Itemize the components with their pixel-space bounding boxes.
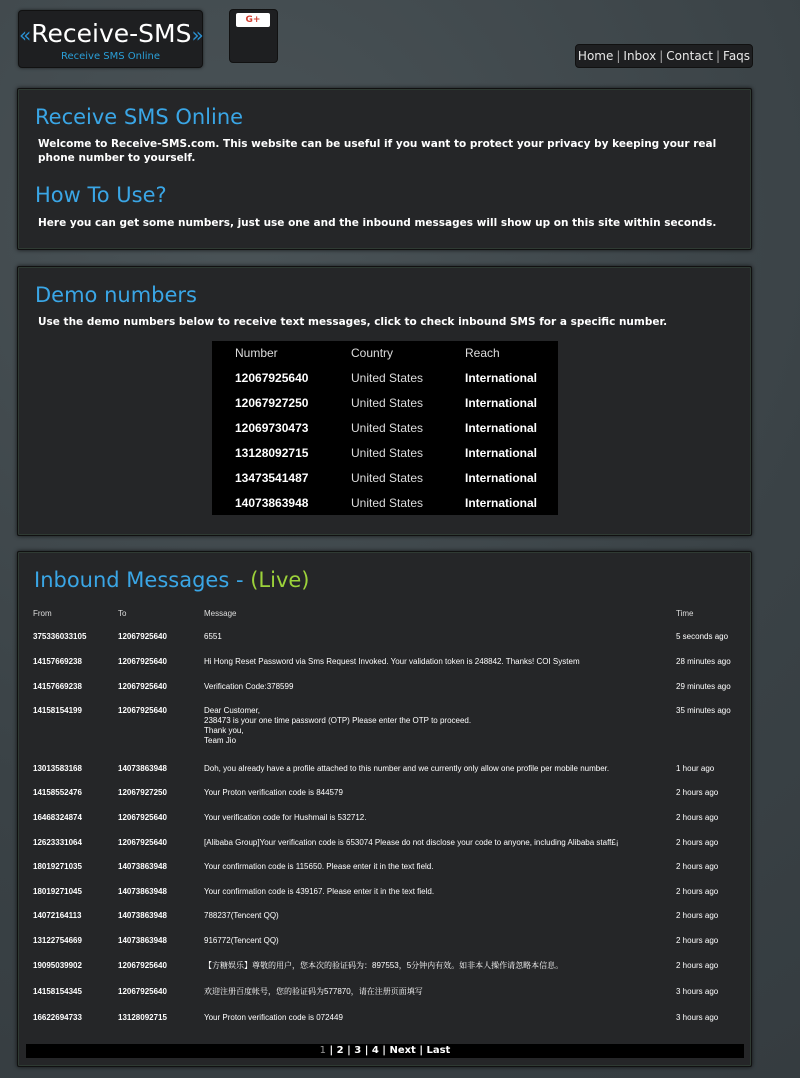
message-text: Your Proton verification code is 072449 [204, 1013, 343, 1022]
message-text: Dear Customer, 238473 is your one time password (OTP) Please enter the OTP to proceed. Thank you, Team Jio [204, 706, 472, 745]
page-last[interactable]: Last [426, 1045, 451, 1056]
demo-number-link[interactable]: 13473541487 [235, 471, 309, 485]
message-time: 3 hours ago [676, 987, 719, 996]
demo-title: Demo numbers [35, 283, 197, 307]
demo-numbers-table [212, 341, 558, 515]
message-text: Your verification code for Hushmail is 532712. [204, 813, 367, 822]
demo-number-link[interactable]: 12067927250 [235, 396, 309, 410]
message-from[interactable]: 16468324874 [33, 813, 82, 822]
message-to[interactable]: 12067925640 [118, 657, 167, 666]
demo-reach: International [465, 421, 538, 435]
message-from[interactable]: 14158154199 [33, 706, 82, 715]
intro-text: Welcome to Receive-SMS.com. This website can be useful if you want to protect your privacy by keeping your real phone number to yourself. [38, 138, 717, 164]
message-to[interactable]: 14073863948 [118, 764, 167, 773]
message-time: 2 hours ago [676, 911, 719, 920]
live-badge: (Live) [250, 568, 310, 592]
message-from[interactable]: 14158552476 [33, 788, 82, 797]
message-text: 916772(Tencent QQ) [204, 936, 279, 945]
pagination: 1 | 2 | 3 | 4 | Next | Last [26, 1044, 744, 1058]
message-text: 6551 [204, 632, 222, 641]
demo-row[interactable] [212, 366, 558, 391]
message-to[interactable]: 14073863948 [118, 936, 167, 945]
demo-panel [17, 266, 752, 536]
demo-country: United States [351, 496, 424, 510]
message-time: 2 hours ago [676, 936, 719, 945]
demo-reach: International [465, 446, 538, 460]
message-text: [Alibaba Group]Your verification code is 653074 Please do not disclose your code to anyone, including Alibaba staff£¡ [204, 838, 619, 847]
nav-contact[interactable]: Contact [666, 49, 713, 63]
message-text: Hi Hong Reset Password via Sms Request Invoked. Your validation token is 248842. Thanks! COI System [204, 657, 580, 666]
col-from: From [33, 609, 52, 618]
col-time: Time [676, 609, 694, 618]
demo-reach: International [465, 396, 538, 410]
message-time: 2 hours ago [676, 788, 719, 797]
intro-panel [17, 88, 752, 250]
demo-row[interactable] [212, 491, 558, 516]
gplus-icon[interactable]: G+ [236, 13, 270, 27]
message-from[interactable]: 13013583168 [33, 764, 82, 773]
message-text: Your Proton verification code is 844579 [204, 788, 343, 797]
gplus-widget[interactable] [229, 9, 278, 63]
message-to[interactable]: 12067925640 [118, 813, 167, 822]
message-from[interactable]: 14072164113 [33, 911, 82, 920]
logo-left-chevron: « [19, 23, 32, 47]
message-text: Doh, you already have a profile attached to this number and we currently only allow one profile per mobile number. [204, 764, 610, 773]
demo-reach: International [465, 471, 538, 485]
message-to[interactable]: 14073863948 [118, 887, 167, 896]
message-to[interactable]: 12067925640 [118, 838, 167, 847]
message-text: 788237(Tencent QQ) [204, 911, 279, 920]
demo-row[interactable] [212, 441, 558, 466]
message-time: 2 hours ago [676, 862, 719, 871]
message-time: 3 hours ago [676, 1013, 719, 1022]
demo-country: United States [351, 371, 424, 385]
demo-number-link[interactable]: 12067925640 [235, 371, 309, 385]
message-time: 35 minutes ago [676, 706, 731, 715]
message-from[interactable]: 14158154345 [33, 987, 82, 996]
message-time: 2 hours ago [676, 838, 719, 847]
message-to[interactable]: 14073863948 [118, 911, 167, 920]
message-time: 2 hours ago [676, 813, 719, 822]
message-from[interactable]: 19095039902 [33, 961, 82, 970]
top-nav: Home | Inbox | Contact | Faqs [575, 44, 753, 68]
inbox-title-text: Inbound Messages - [34, 568, 251, 592]
message-time: 2 hours ago [676, 887, 719, 896]
demo-reach: International [465, 371, 538, 385]
demo-country: United States [351, 446, 424, 460]
message-time: 29 minutes ago [676, 682, 731, 691]
message-text: 【方糖娱乐】尊敬的用户，您本次的验证码为：897553，5分钟内有效。如非本人操作请忽略本信息。 [204, 961, 564, 970]
demo-number-link[interactable]: 12069730473 [235, 421, 309, 435]
message-time: 1 hour ago [676, 764, 715, 773]
page-link[interactable]: 3 [354, 1045, 362, 1056]
nav-inbox[interactable]: Inbox [623, 49, 657, 63]
message-from[interactable]: 12623331064 [33, 838, 82, 847]
message-to[interactable]: 12067925640 [118, 632, 167, 641]
intro-title: Receive SMS Online [35, 105, 244, 129]
col-to: To [118, 609, 127, 618]
logo-text: Receive-SMS [31, 19, 192, 48]
message-from[interactable]: 14157669238 [33, 682, 82, 691]
demo-reach: International [465, 496, 538, 510]
message-to[interactable]: 14073863948 [118, 862, 167, 871]
message-to[interactable]: 12067927250 [118, 788, 167, 797]
demo-row[interactable] [212, 466, 558, 491]
message-to[interactable]: 12067925640 [118, 682, 167, 691]
message-from[interactable]: 18019271035 [33, 862, 82, 871]
page-current: 1 [319, 1045, 327, 1056]
message-from[interactable]: 13122754669 [33, 936, 82, 945]
demo-row[interactable] [212, 416, 558, 441]
message-from[interactable]: 18019271045 [33, 887, 82, 896]
message-from[interactable]: 14157669238 [33, 657, 82, 666]
howto-text: Here you can get some numbers, just use one and the inbound messages will show up on this site within seconds. [38, 217, 717, 229]
site-logo[interactable] [18, 10, 203, 68]
page-link[interactable]: 2 [336, 1045, 344, 1056]
demo-country: United States [351, 471, 424, 485]
message-text: 欢迎注册百度帐号，您的验证码为577870，请在注册页面填写 [204, 987, 423, 996]
col-reach: Reach [465, 346, 500, 360]
demo-number-link[interactable]: 14073863948 [235, 496, 309, 510]
col-number: Number [235, 346, 278, 360]
demo-table-header [212, 341, 558, 366]
message-to[interactable]: 12067925640 [118, 987, 167, 996]
page-link[interactable]: 4 [371, 1045, 379, 1056]
nav-faqs[interactable]: Faqs [723, 49, 751, 63]
message-to[interactable]: 13128092715 [118, 1013, 167, 1022]
message-text: Your confirmation code is 439167. Please enter it in the text field. [204, 887, 435, 896]
inbox-title [34, 568, 310, 592]
demo-country: United States [351, 421, 424, 435]
message-time: 28 minutes ago [676, 657, 731, 666]
demo-text: Use the demo numbers below to receive text messages, click to check inbound SMS for a specific number. [38, 316, 668, 328]
message-from[interactable]: 16622694733 [33, 1013, 82, 1022]
logo-tagline: Receive SMS Online [60, 51, 161, 62]
howto-title: How To Use? [35, 183, 167, 207]
col-country: Country [351, 346, 394, 360]
message-to[interactable]: 12067925640 [118, 706, 167, 715]
page-next[interactable]: Next [389, 1045, 416, 1056]
nav-home[interactable]: Home [577, 49, 614, 63]
demo-row[interactable] [212, 391, 558, 416]
message-text: Your confirmation code is 115650. Please enter it in the text field. [204, 862, 434, 871]
message-text: Verification Code:378599 [204, 682, 294, 691]
message-to[interactable]: 12067925640 [118, 961, 167, 970]
message-from[interactable]: 375336033105 [33, 632, 87, 641]
message-time: 2 hours ago [676, 961, 719, 970]
demo-country: United States [351, 396, 424, 410]
col-message: Message [204, 609, 237, 618]
demo-number-link[interactable]: 13128092715 [235, 446, 309, 460]
message-time: 5 seconds ago [676, 632, 729, 641]
inbox-panel [17, 551, 752, 1067]
logo-right-chevron: » [191, 23, 204, 47]
